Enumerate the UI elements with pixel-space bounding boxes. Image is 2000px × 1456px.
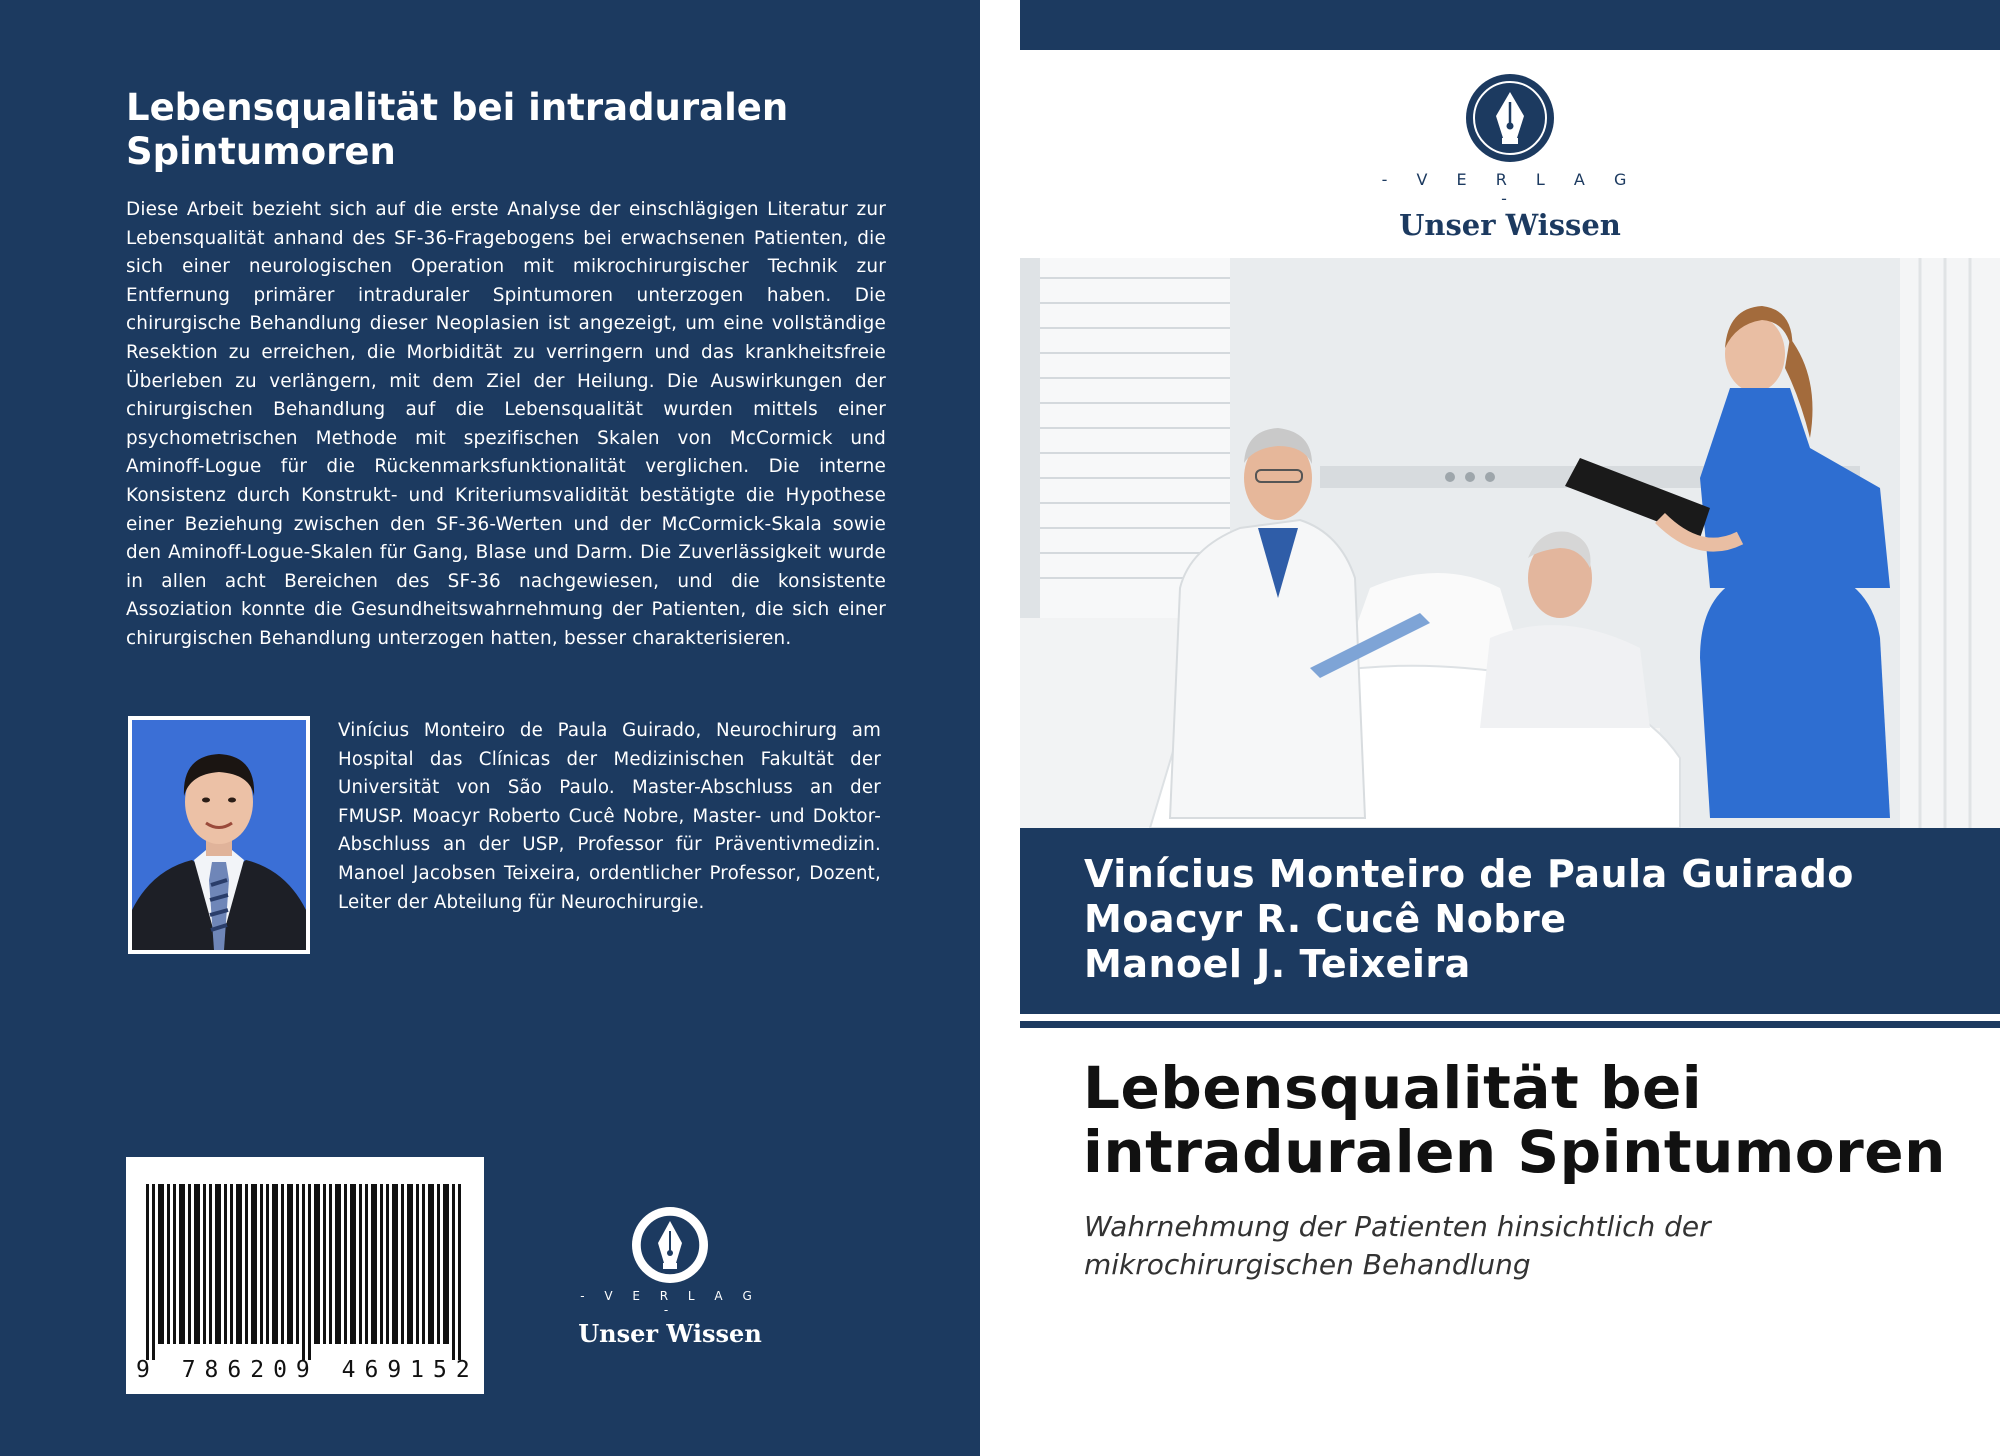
barcode-bars — [146, 1184, 464, 1360]
publisher-name-back: Unser Wissen — [578, 1319, 762, 1348]
publisher-label-front: - V E R L A G - — [1381, 170, 1639, 208]
author-photo — [128, 716, 310, 954]
author-name-1: Vinícius Monteiro de Paula Guirado — [1084, 852, 1854, 896]
author-name-2: Moacyr R. Cucê Nobre — [1084, 897, 1567, 941]
divider-line — [1020, 1021, 2000, 1028]
author-bio: Vinícius Monteiro de Paula Guirado, Neurochirurg am Hospital das Clínicas der Medizinischen Fakultät der Universität von São Paulo. Master-Abschluss an der FMUSP. Moacyr Roberto Cucê Nobre, Master- und Doktor-Abschluss an der USP, Professor für Präventivmedizin. Manoel Jacobsen Teixeira, ordentlicher Professor, Dozent, Leiter der Abteilung für Neurochirurgie. — [338, 720, 881, 913]
book-title: Lebensqualität bei intraduralen Spintumoren — [1083, 1054, 1946, 1186]
authors-list — [1084, 852, 1854, 987]
hospital-scene-photo — [1020, 258, 2000, 828]
isbn-barcode — [126, 1157, 484, 1394]
fountain-pen-nib-icon — [630, 1205, 710, 1285]
fountain-pen-nib-icon — [1464, 72, 1556, 164]
author-name-3: Manoel J. Teixeira — [1084, 942, 1471, 986]
back-cover-title: Lebensqualität bei intraduralen Spintumoren — [126, 86, 789, 173]
publisher-name-front: Unser Wissen — [1399, 208, 1621, 242]
publisher-logo-back — [575, 1205, 765, 1348]
publisher-logo-front — [1380, 72, 1640, 242]
isbn-number: 9 786209 469152 — [136, 1357, 479, 1383]
spine-gap — [980, 0, 1020, 1456]
book-subtitle: Wahrnehmung der Patienten hinsichtlich der mikrochirurgischen Behandlung — [1084, 1210, 1711, 1281]
back-cover — [0, 0, 980, 1456]
back-cover-blurb: Diese Arbeit bezieht sich auf die erste Analyse der einschlägigen Literatur zur Lebensqualität anhand des SF-36-Fragebogens bei erwachsenen Patienten, die sich einer neurologischen Operation mit mikrochirurgischer Technik zur Entfernung primärer intraduraler Spintumoren unterzogen haben. Die chirurgische Behandlung dieser Neoplasien ist angezeigt, um eine vollständige Resektion zu erreichen, die Morbidität zu verringern und das krankheitsfreie Überleben zu verlängern, mit dem Ziel der Heilung. Die Auswirkungen der chirurgischen Behandlung auf die Lebensqualität wurden mittels einer psychometrischen Methode mit spezifischen Skalen von McCormick und Aminoff-Logue für die Rückenmarksfunktionalität verglichen. Die interne Konsistenz durch Konstrukt- und Kriteriumsvalidität bestätigte die Hypothese einer Beziehung zwischen den SF-36-Werten und der McCormick-Skala sowie den Aminoff-Logue-Skalen für Gang, Blase und Darm. Die Zuverlässigkeit wurde in allen acht Bereichen des SF-36 nachgewiesen, und die konsistente Assoziation konnte die Gesundheitswahrnehmung der Patienten, die sich einer chirurgischen Behandlung unterzogen hatten, besser charakterisieren. — [126, 199, 886, 649]
authors-band — [1020, 828, 2000, 1014]
front-cover — [1020, 0, 2000, 1456]
front-top-bar — [1020, 0, 2000, 50]
publisher-label-back: - V E R L A G - — [580, 1289, 760, 1317]
